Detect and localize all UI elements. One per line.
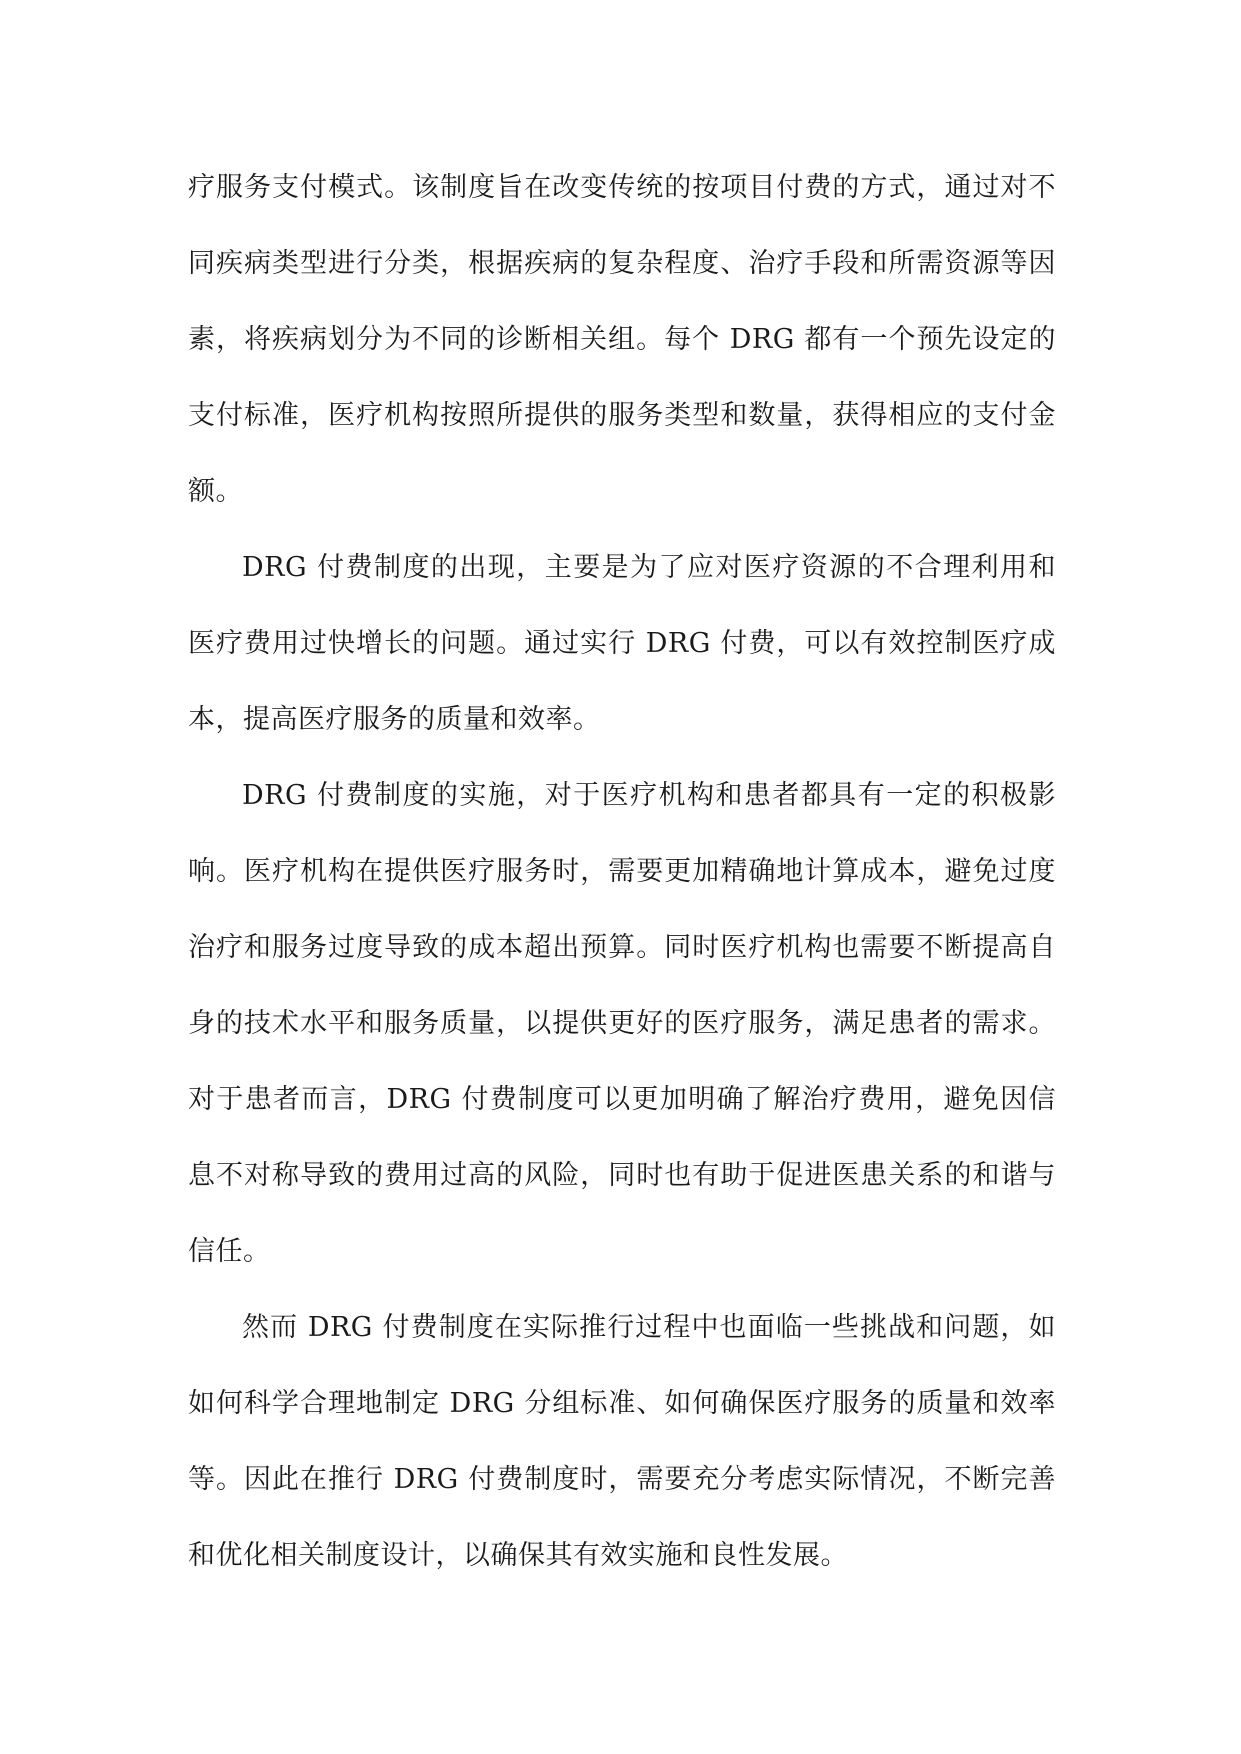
paragraph-drg-impact: DRG 付费制度的实施，对于医疗机构和患者都具有一定的积极影响。医疗机构在提供医疗服务时，需要更加精确地计算成本，避免过度治疗和服务过度导致的成本超出预算。同时医疗机构也需要不断提高自身的技术水平和服务质量，以提供更好的医疗服务，满足患者的需求。对于患者而言，DRG 付费制度可以更加明确了解治疗费用，避免因信息不对称导致的费用过高的风险，同时也有助于促进医患关系的和谐与信任。: [188, 780, 1056, 1267]
paragraph-drg-origin: DRG 付费制度的出现，主要是为了应对医疗资源的不合理利用和医疗费用过快增长的问题。通过实行 DRG 付费，可以有效控制医疗成本，提高医疗服务的质量和效率。: [188, 552, 1056, 735]
paragraph-drg-challenges: 然而 DRG 付费制度在实际推行过程中也面临一些挑战和问题，如如何科学合理地制定 DRG 分组标准、如何确保医疗服务的质量和效率等。因此在推行 DRG 付费制度时，需要充分考虑实际情况，不断完善和优化相关制度设计，以确保其有效实施和良性发展。: [188, 1312, 1056, 1571]
paragraph-continuation: 疗服务支付模式。该制度旨在改变传统的按项目付费的方式，通过对不同疾病类型进行分类，根据疾病的复杂程度、治疗手段和所需资源等因素，将疾病划分为不同的诊断相关组。每个 DRG 都有一个预先设定的支付标准，医疗机构按照所提供的服务类型和数量，获得相应的支付金额。: [188, 172, 1056, 507]
document-body: [188, 150, 1056, 1594]
